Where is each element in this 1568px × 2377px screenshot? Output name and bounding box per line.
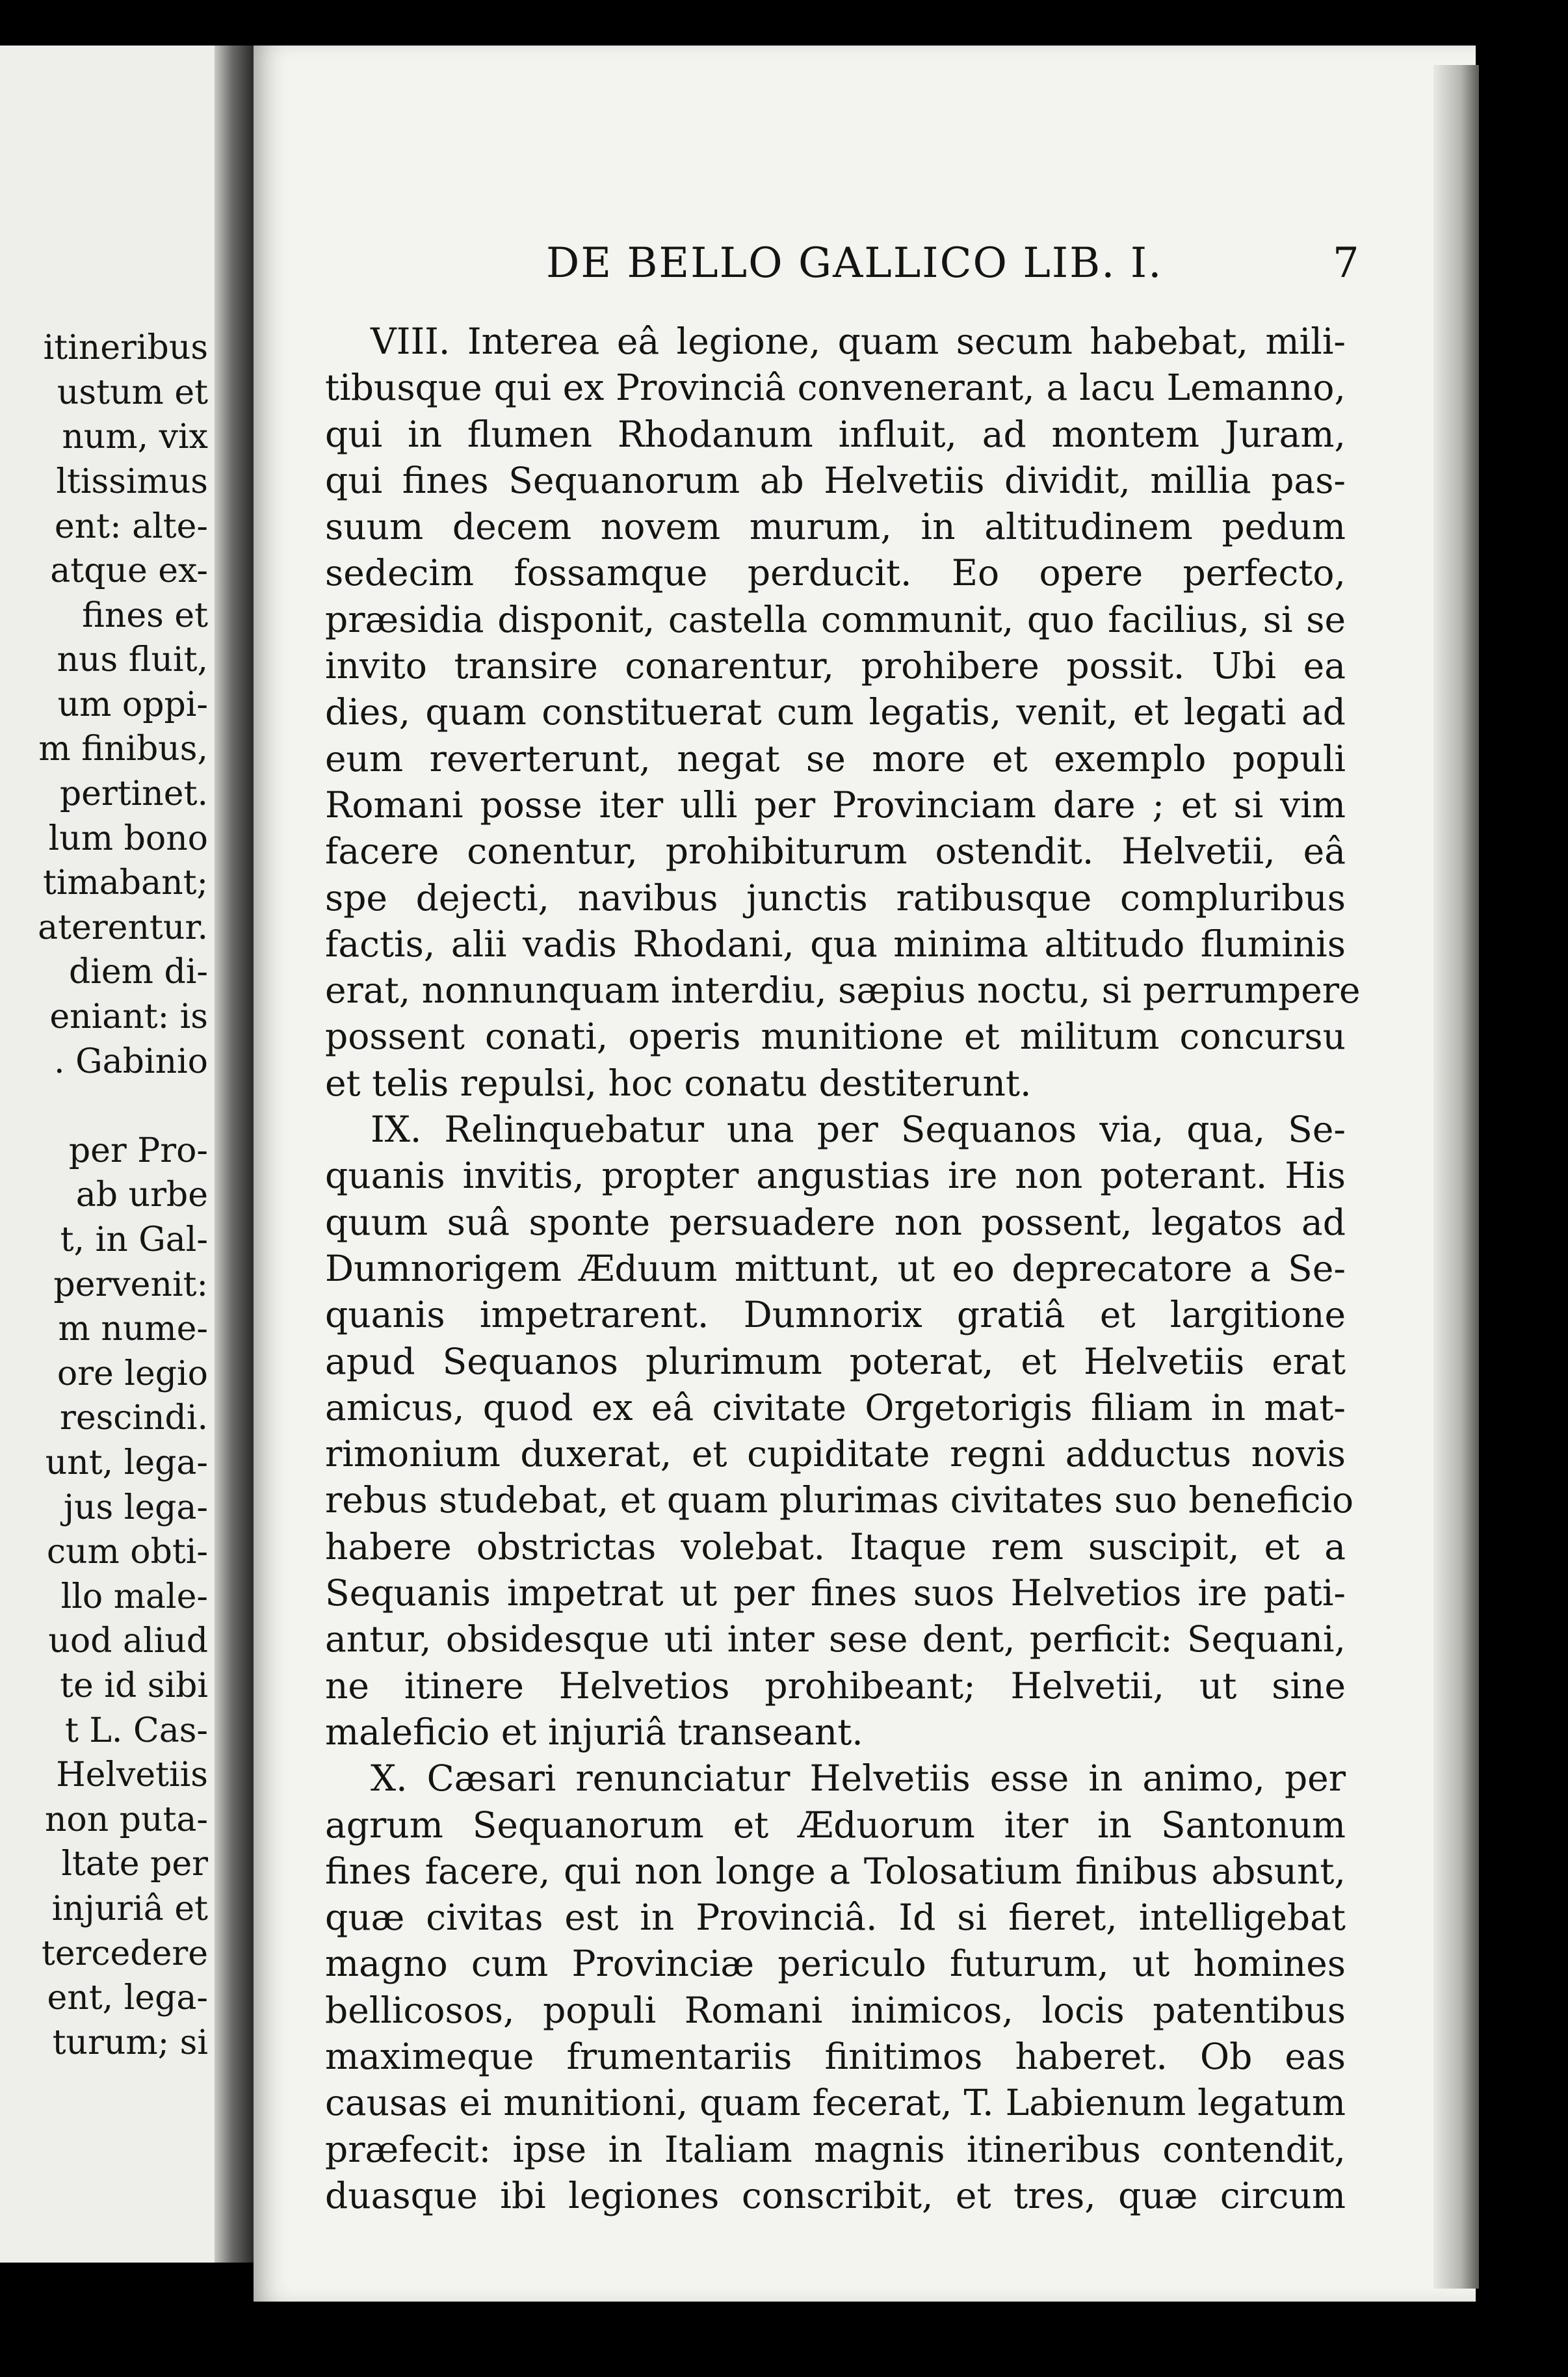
left-line: eniant: is: [49, 997, 208, 1036]
left-line: ab urbe: [75, 1175, 208, 1215]
left-line: fines et: [82, 596, 208, 635]
text-line: factis, alii vadis Rhodani, qua minima altitudo fluminis: [325, 923, 1346, 965]
text-line: IX. Relinquebatur una per Sequanos via, qua, Se-: [371, 1109, 1346, 1151]
left-line: Helvetiis: [56, 1755, 208, 1794]
text-line: rebus studebat, et quam plurimas civitates suo beneficio: [325, 1479, 1354, 1521]
text-line: præfecit: ipse in Italiam magnis itineribus contendit,: [325, 2128, 1346, 2170]
text-line: spe dejecti, navibus junctis ratibusque compluribus: [325, 876, 1346, 919]
text-line: qui fines Sequanorum ab Helvetiis dividit, millia pas-: [325, 459, 1346, 501]
left-line: ltate per: [61, 1845, 208, 1884]
left-page: [0, 46, 224, 2263]
left-line: non puta-: [44, 1800, 208, 1839]
text-line: quanis invitis, propter angustias ire non poterant. His: [325, 1155, 1346, 1197]
text-line: magno cum Provinciæ periculo futurum, ut homines: [325, 1943, 1346, 1985]
text-line: dies, quam constituerat cum legatis, venit, et legati ad: [325, 691, 1346, 733]
left-line: rescindi.: [59, 1399, 208, 1438]
left-line: injuriâ et: [51, 1889, 208, 1928]
left-line: itineribus: [43, 328, 208, 367]
left-line: ent: alte-: [54, 507, 208, 546]
text-line: qui in flumen Rhodanum influit, ad montem Juram,: [325, 413, 1346, 455]
text-line: eum reverterunt, negat se more et exemplo populi: [325, 737, 1346, 780]
left-line: m finibus,: [38, 729, 208, 768]
left-line: um oppi-: [57, 685, 208, 724]
text-line: X. Cæsari renunciatur Helvetiis esse in animo, per: [371, 1757, 1346, 1800]
left-line: timabant;: [42, 863, 208, 902]
left-line: t L. Cas-: [64, 1711, 208, 1750]
text-line: Dumnorigem Æduum mittunt, ut eo deprecatore a Se-: [325, 1247, 1346, 1289]
left-line: t, in Gal-: [60, 1220, 208, 1259]
text-line: antur, obsidesque uti inter sese dent, perficit: Sequani,: [325, 1618, 1346, 1661]
text-line: possent conati, operis munitione et militum concursu: [325, 1016, 1346, 1058]
left-line: llo male-: [60, 1577, 208, 1616]
left-line: turum; si: [52, 2023, 208, 2062]
left-line: num, vix: [62, 417, 208, 456]
page-number: 7: [1333, 239, 1359, 287]
text-line: amicus, quod ex eâ civitate Orgetorigis filiam in mat-: [325, 1386, 1346, 1428]
text-line: duasque ibi legiones conscribit, et tres, quæ circum: [325, 2174, 1346, 2216]
left-line: . Gabinio: [54, 1042, 208, 1081]
text-line: quum suâ sponte persuadere non possent, legatos ad: [325, 1201, 1346, 1243]
text-line: sedecim fossamque perducit. Eo opere perfecto,: [325, 552, 1346, 594]
text-line: apud Sequanos plurimum poterat, et Helvetiis erat: [325, 1340, 1346, 1382]
text-line: bellicosos, populi Romani inimicos, locis patentibus: [325, 1989, 1346, 2031]
text-line: invito transire conarentur, prohibere possit. Ubi ea: [325, 645, 1346, 687]
text-line: causas ei munitioni, quam fecerat, T. Labienum legatum: [325, 2082, 1346, 2124]
left-line: pervenit:: [53, 1265, 208, 1304]
left-line: ore legio: [57, 1354, 208, 1393]
text-line: quæ civitas est in Provinciâ. Id si fieret, intelligebat: [325, 1897, 1346, 1939]
text-line: tibusque qui ex Provinciâ convenerant, a lacu Lemanno,: [325, 367, 1346, 409]
text-line: suum decem novem murum, in altitudinem pedum: [325, 506, 1346, 548]
left-line: m nume-: [58, 1309, 208, 1348]
left-line: ltissimus: [56, 462, 208, 501]
page-edge: [1433, 65, 1479, 2289]
text-line: maleficio et injuriâ transeant.: [325, 1711, 863, 1753]
text-line: fines facere, qui non longe a Tolosatium finibus absunt,: [325, 1850, 1346, 1892]
text-line: Romani posse iter ulli per Provinciam dare ; et si vim: [325, 783, 1346, 826]
running-title: DE BELLO GALLICO LIB. I.: [546, 239, 1163, 287]
left-line: diem di-: [68, 952, 208, 992]
left-line: te id sibi: [60, 1666, 208, 1705]
left-line: jus lega-: [63, 1488, 208, 1527]
text-line: et telis repulsi, hoc conatu destiterunt.: [325, 1062, 1032, 1104]
text-line: facere conentur, prohibiturum ostendit. Helvetii, eâ: [325, 830, 1346, 873]
left-line: ustum et: [57, 373, 208, 412]
text-line: habere obstrictas volebat. Itaque rem suscipit, et a: [325, 1525, 1346, 1568]
left-line: lum bono: [48, 819, 208, 858]
left-line: cum obti-: [46, 1532, 208, 1571]
book-gutter: [215, 46, 254, 2263]
text-line: erat, nonnunquam interdiu, sæpius noctu, si perrumpere: [325, 969, 1361, 1012]
text-line: ne itinere Helvetios prohibeant; Helvetii, ut sine: [325, 1664, 1346, 1707]
text-line: quanis impetrarent. Dumnorix gratiâ et largitione: [325, 1294, 1346, 1336]
left-line: uod aliud: [48, 1622, 208, 1661]
text-line: VIII. Interea eâ legione, quam secum habebat, mili-: [371, 321, 1346, 362]
left-line: nus fluit,: [57, 640, 208, 679]
text-line: præsidia disponit, castella communit, quo facilius, si se: [325, 598, 1346, 640]
main-text-column: [325, 319, 1361, 2219]
left-line: ent, lega-: [47, 1978, 208, 2017]
left-line: tercedere: [41, 1934, 208, 1973]
text-line: rimonium duxerat, et cupiditate regni adductus novis: [325, 1433, 1346, 1475]
text-line: agrum Sequanorum et Æduorum iter in Santonum: [325, 1804, 1346, 1846]
text-line: Sequanis impetrat ut per fines suos Helvetios ire pati-: [325, 1572, 1346, 1614]
left-line: unt, lega-: [45, 1443, 208, 1482]
left-line: atque ex-: [50, 551, 208, 590]
left-line: per Pro-: [68, 1131, 208, 1170]
left-line: aterentur.: [38, 908, 208, 947]
text-line: maximeque frumentariis finitimos haberet. Ob eas: [325, 2035, 1346, 2077]
left-line: pertinet.: [59, 774, 208, 813]
